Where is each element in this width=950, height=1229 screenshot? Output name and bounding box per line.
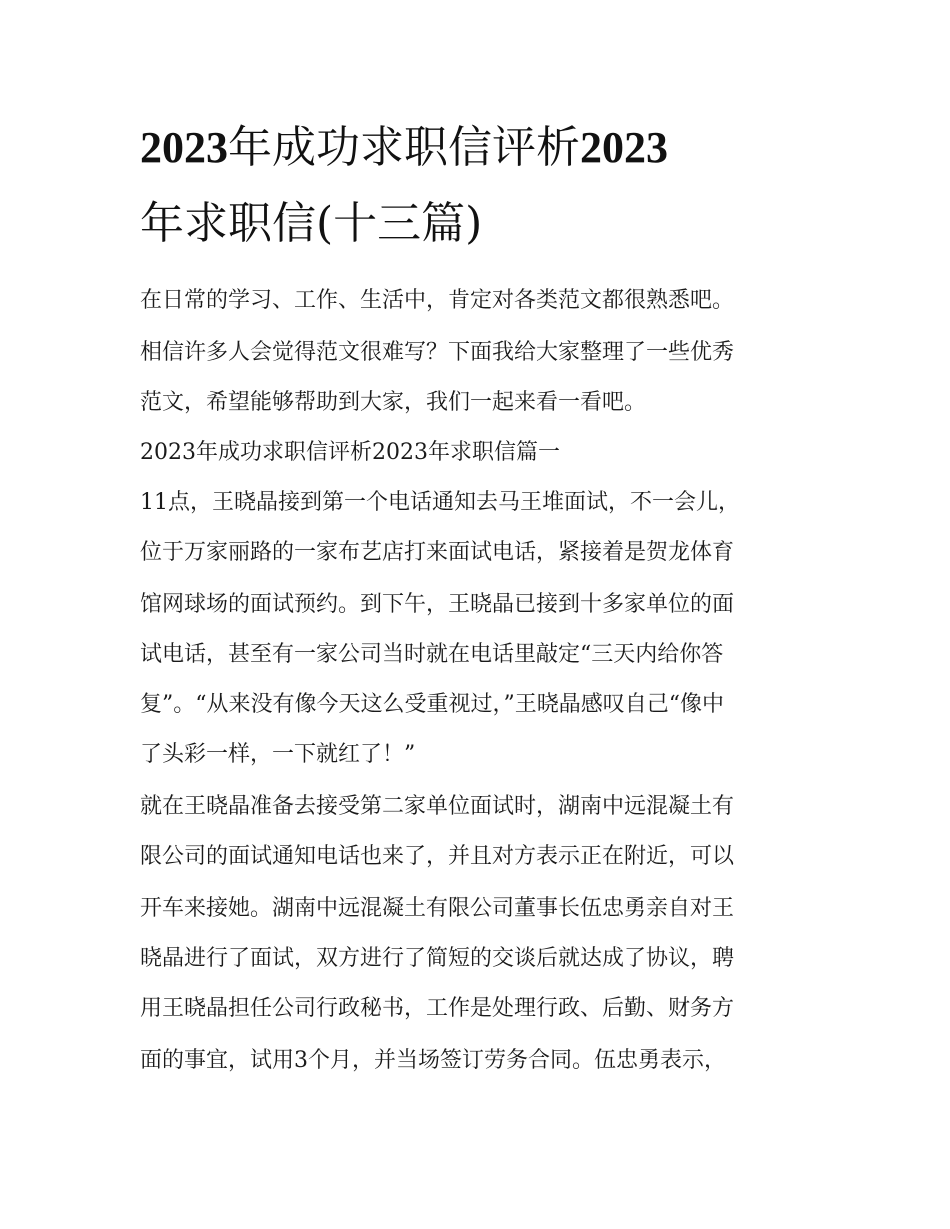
section-heading: 2023年成功求职信评析2023年求职信篇一 — [140, 440, 560, 465]
intro-line-2: 相信许多人会觉得范文很难写？下面我给大家整理了一些优秀 — [140, 340, 735, 365]
paragraph-2-line-1: 就在王晓晶准备去接受第二家单位面试时，湖南中远混凝土有 — [140, 794, 735, 819]
paragraph-1-line-1: 11点，王晓晶接到第一个电话通知去马王堆面试，不一会儿， — [140, 490, 740, 515]
paragraph-1-line-4: 试电话，甚至有一家公司当时就在电话里敲定“三天内给你答 — [140, 642, 724, 667]
paragraph-2-line-4: 晓晶进行了面试，双方进行了简短的交谈后就达成了协议，聘 — [140, 946, 735, 971]
document-title-line-1: 2023年成功求职信评析2023 — [140, 122, 668, 173]
paragraph-2-line-6: 面的事宜，试用3个月，并当场签订劳务合同。伍忠勇表示， — [140, 1048, 726, 1073]
paragraph-1-line-2: 位于万家丽路的一家布艺店打来面试电话，紧接着是贺龙体育 — [140, 540, 735, 565]
paragraph-1-line-6: 了头彩一样，一下就红了！” — [140, 742, 416, 767]
paragraph-2-line-5: 用王晓晶担任公司行政秘书，工作是处理行政、后勤、财务方 — [140, 996, 735, 1021]
paragraph-2-line-3: 开车来接她。湖南中远混凝土有限公司董事长伍忠勇亲自对王 — [140, 896, 735, 921]
paragraph-2-line-2: 限公司的面试通知电话也来了，并且对方表示正在附近，可以 — [140, 844, 735, 869]
paragraph-1-line-3: 馆网球场的面试预约。到下午，王晓晶已接到十多家单位的面 — [140, 592, 735, 617]
paragraph-1-line-5: 复”。“从来没有像今天这么受重视过，”王晓晶感叹自己“像中 — [140, 692, 724, 717]
intro-line-3: 范文，希望能够帮助到大家，我们一起来看一看吧。 — [140, 390, 647, 415]
intro-line-1: 在日常的学习、工作、生活中，肯定对各类范文都很熟悉吧。 — [140, 288, 735, 313]
document-title-line-2: 年求职信(十三篇) — [140, 198, 483, 249]
